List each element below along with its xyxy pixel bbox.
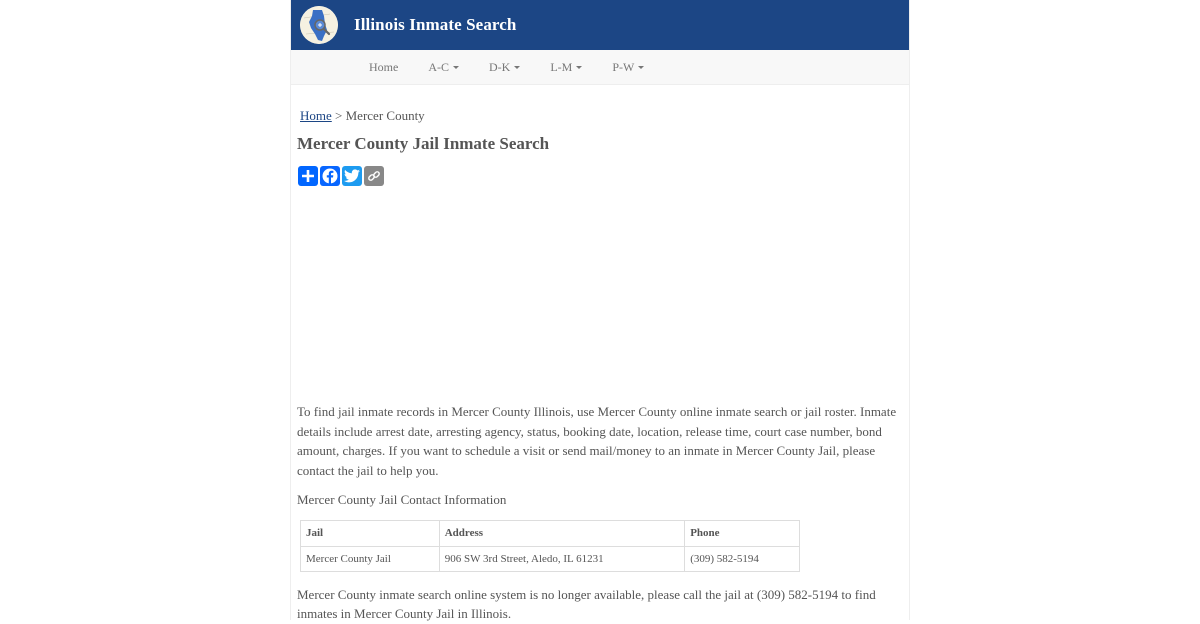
copy-link-button[interactable]: [364, 166, 384, 186]
jail-name-cell: Mercer County Jail: [301, 546, 440, 571]
nav-item-label: Home: [369, 59, 399, 74]
nav-item-label: D-K: [489, 59, 511, 74]
intro-paragraph: To find jail inmate records in Mercer County Illinois, use Mercer County online inmate search or jail roster. Inmate details include arrest date, arresting agency, status, booking date, location, release time, court case number, bond amount, charges. If you want to schedule a visit or send mail/money to an inmate in Mercer County Jail, please contact the jail to help you.: [297, 404, 897, 478]
caret-down-icon: [453, 66, 459, 69]
twitter-share-button[interactable]: [342, 166, 362, 186]
nav-item-l-m[interactable]: [550, 60, 582, 75]
table-row: [301, 546, 800, 571]
caret-down-icon: [638, 66, 644, 69]
main-nav: [291, 50, 909, 85]
caret-down-icon: [576, 66, 582, 69]
plus-icon: [301, 169, 315, 183]
site-title[interactable]: Illinois Inmate Search: [354, 15, 517, 34]
notice-paragraph: Mercer County inmate search online system is no longer available, please call the jail at (309) 582-5194 to find inmates in Mercer County Jail in Illinois.: [297, 586, 876, 621]
caret-down-icon: [514, 66, 520, 69]
link-icon: [367, 169, 381, 183]
contact-heading: Mercer County Jail Contact Information: [297, 492, 507, 507]
breadcrumb: [297, 108, 902, 124]
nav-item-a-c[interactable]: [428, 60, 459, 75]
facebook-share-button[interactable]: [320, 166, 340, 186]
nav-item-p-w[interactable]: [612, 60, 644, 75]
column-header-address: Address: [439, 520, 684, 546]
share-buttons: [297, 166, 902, 186]
column-header-jail: Jail: [301, 520, 440, 546]
column-header-phone: Phone: [685, 520, 800, 546]
address-cell: 906 SW 3rd Street, Aledo, IL 61231: [439, 546, 684, 571]
nav-item-label: A-C: [428, 59, 449, 74]
share-button[interactable]: [298, 166, 318, 186]
nav-item-home[interactable]: [369, 60, 398, 75]
site-logo-icon[interactable]: [300, 6, 338, 44]
page-container: [290, 0, 910, 620]
twitter-icon: [344, 169, 360, 183]
nav-item-d-k[interactable]: [489, 60, 520, 75]
site-header: [291, 0, 909, 50]
breadcrumb-separator: >: [331, 108, 346, 123]
nav-item-label: P-W: [612, 59, 635, 74]
nav-item-label: L-M: [550, 59, 573, 74]
table-header-row: [301, 520, 800, 546]
ad-placeholder: [297, 186, 902, 402]
main-content: [291, 108, 909, 624]
facebook-icon: [322, 168, 338, 184]
breadcrumb-home-link[interactable]: Home: [300, 108, 332, 123]
page-title: Mercer County Jail Inmate Search: [297, 134, 550, 153]
phone-cell: (309) 582-5194: [685, 546, 800, 571]
contact-table: [300, 520, 800, 572]
breadcrumb-current: Mercer County: [345, 108, 425, 123]
